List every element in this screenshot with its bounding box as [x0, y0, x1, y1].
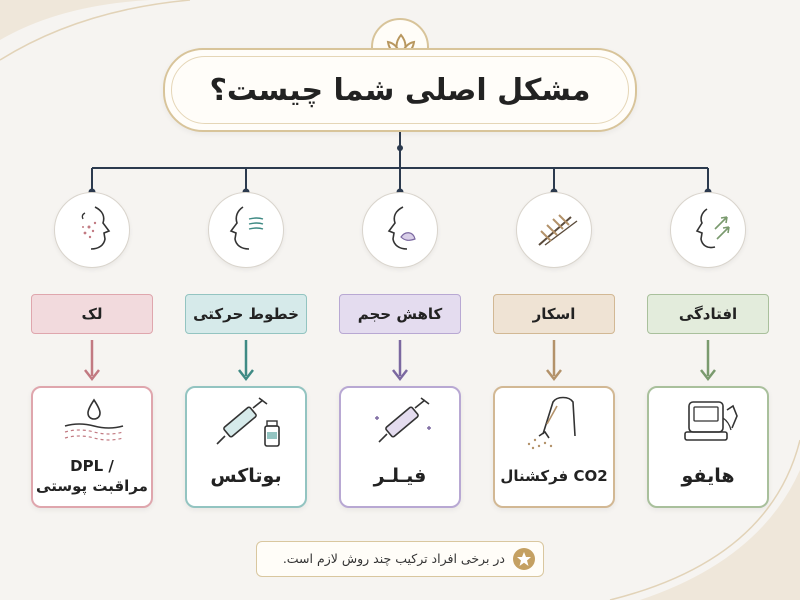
treatment-text-line2: مراقبت پوستی — [36, 477, 148, 495]
treatment-text-wrap — [495, 452, 613, 500]
filler-syringe-icon — [341, 388, 463, 458]
problem-text: کاهش حجم — [357, 305, 443, 323]
treatment-text-wrap — [341, 452, 459, 500]
treatment-text-wrap — [187, 452, 305, 500]
face-volume-icon — [363, 193, 439, 269]
skin-drop-icon — [33, 388, 155, 458]
problem-text: لک — [81, 305, 103, 323]
problem-label-spots — [31, 294, 153, 334]
treatment-text-wrap — [33, 452, 151, 500]
problem-text: افتادگی — [678, 305, 738, 323]
treatment-card-fractional — [493, 386, 615, 508]
treatment-text: هایفو — [681, 465, 735, 487]
star-badge — [513, 548, 535, 570]
treatment-text: DPL / — [70, 457, 114, 475]
treatment-card-filler — [339, 386, 461, 508]
face-wrinkles-icon — [209, 193, 285, 269]
face-spots-icon — [55, 193, 131, 269]
treatment-text: بوتاکس — [210, 465, 282, 487]
volume-loss-circle — [362, 192, 438, 268]
treatment-card-hifu — [647, 386, 769, 508]
note-text: در برخی افراد ترکیب چند روش لازم است. — [282, 551, 505, 566]
problem-text: اسکار — [532, 305, 576, 323]
title-banner — [163, 48, 637, 132]
problem-label-wrinkles — [185, 294, 307, 334]
problem-text: خطوط حرکتی — [193, 305, 299, 323]
star-icon — [516, 551, 532, 567]
sagging-circle — [670, 192, 746, 268]
problem-label-scar — [493, 294, 615, 334]
treatment-card-botox — [185, 386, 307, 508]
wrinkles-circle — [208, 192, 284, 268]
botox-syringe-vial-icon — [187, 388, 309, 458]
face-lift-arrows-icon — [671, 193, 747, 269]
page-title: مشکل اصلی شما چیست؟ — [209, 72, 591, 108]
problem-label-volume-loss — [339, 294, 461, 334]
treatment-text-wrap — [649, 452, 767, 500]
spots-circle — [54, 192, 130, 268]
note-box — [256, 541, 544, 577]
problem-label-sagging — [647, 294, 769, 334]
scar-circle — [516, 192, 592, 268]
hifu-device-icon — [649, 388, 771, 458]
treatment-text: فیـلـر — [373, 465, 427, 487]
treatment-text: فرکشنال CO2 — [500, 467, 608, 485]
treatment-card-dpl — [31, 386, 153, 508]
laser-handpiece-icon — [495, 388, 617, 458]
scar-stitches-icon — [517, 193, 593, 269]
